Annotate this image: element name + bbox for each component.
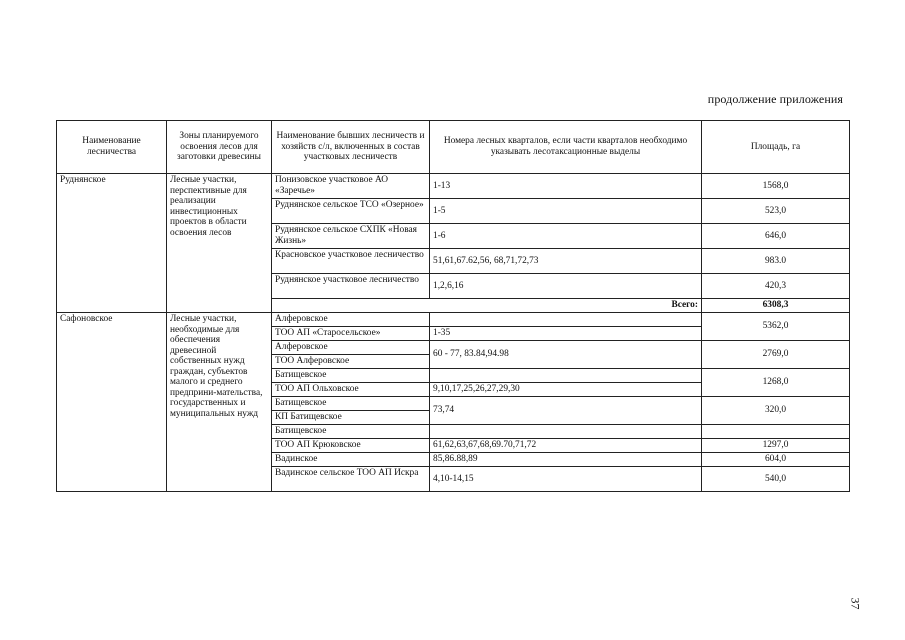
area-cell: 420,3: [702, 274, 850, 299]
forest-plots-table: [56, 120, 850, 492]
unit-cell: Батищевское: [272, 369, 430, 383]
table-header-row: [57, 121, 850, 174]
area-cell: 1268,0: [702, 369, 850, 397]
unit-cell: Алферовское: [272, 313, 430, 327]
area-cell: 646,0: [702, 224, 850, 249]
area-cell: 1297,0: [702, 439, 850, 453]
unit-cell: ТОО Алферовское: [272, 355, 430, 369]
quarters-cell: 1-13: [430, 174, 702, 199]
unit-cell: ТОО АП Ольховское: [272, 383, 430, 397]
unit-cell: ТОО АП «Старосельское»: [272, 327, 430, 341]
header-area: Площадь, га: [702, 121, 850, 174]
area-cell: 320,0: [702, 397, 850, 425]
unit-cell: ТОО АП Крюковское: [272, 439, 430, 453]
quarters-cell: 60 - 77, 83.84,94.98: [430, 341, 702, 369]
zone-cell: Лесные участки, перспективные для реализации инвестиционных проектов в области освоения лесов: [167, 174, 272, 313]
quarters-cell: [430, 425, 702, 439]
area-cell: 1568,0: [702, 174, 850, 199]
quarters-cell: 1-6: [430, 224, 702, 249]
area-cell: 523,0: [702, 199, 850, 224]
unit-cell: Руднянское участковое лесничество: [272, 274, 430, 299]
quarters-cell: 9,10,17,25,26,27,29,30: [430, 383, 702, 397]
area-cell: 5362,0: [702, 313, 850, 341]
continuation-label: продолжение приложения: [707, 92, 843, 106]
unit-cell: Батищевское: [272, 397, 430, 411]
unit-cell: Руднянское сельское ТСО «Озерное»: [272, 199, 430, 224]
unit-cell: Алферовское: [272, 341, 430, 355]
unit-cell: Руднянское сельское СХПК «Новая Жизнь»: [272, 224, 430, 249]
quarters-cell: 1-5: [430, 199, 702, 224]
quarters-cell: 1,2,6,16: [430, 274, 702, 299]
quarters-cell: 73,74: [430, 397, 702, 425]
total-value: 6308,3: [702, 299, 850, 313]
unit-cell: Батищевское: [272, 425, 430, 439]
zone-cell: Лесные участки, необходимые для обеспечения древесиной собственных нужд граждан, субъектов малого и среднего предприни-мательства, государственных и муниципальных нужд: [167, 313, 272, 492]
quarters-cell: 1-35: [430, 327, 702, 341]
unit-cell: Вадинское: [272, 453, 430, 467]
unit-cell: Вадинское сельское ТОО АП Искра: [272, 467, 430, 492]
header-forestry: Наименование лесничества: [57, 121, 167, 174]
total-label: Всего:: [272, 299, 702, 313]
quarters-cell: 4,10-14,15: [430, 467, 702, 492]
unit-cell: КП Батищевское: [272, 411, 430, 425]
header-quarters: Номера лесных кварталов, если части кварталов необходимо указывать лесотаксационные выделы: [430, 121, 702, 174]
quarters-cell: 85,86.88,89: [430, 453, 702, 467]
area-cell: 983.0: [702, 249, 850, 274]
unit-cell: Красновское участковое лесничество: [272, 249, 430, 274]
area-cell: 2769,0: [702, 341, 850, 369]
area-cell: 540,0: [702, 467, 850, 492]
quarters-cell: 51,61,67.62,56, 68,71,72,73: [430, 249, 702, 274]
header-unit: Наименование бывших лесничеств и хозяйств с/л, включенных в состав участковых лесничеств: [272, 121, 430, 174]
forestry-cell: Руднянское: [57, 174, 167, 313]
unit-cell: Понизовское участковое АО «Заречье»: [272, 174, 430, 199]
page-number: 37: [848, 597, 863, 610]
header-zone: Зоны планируемого освоения лесов для заготовки древесины: [167, 121, 272, 174]
table-row: [57, 174, 850, 199]
quarters-cell: [430, 313, 702, 327]
area-cell: 604,0: [702, 453, 850, 467]
quarters-cell: 61,62,63,67,68,69.70,71,72: [430, 439, 702, 453]
area-cell: [702, 425, 850, 439]
table-row: [57, 313, 850, 327]
quarters-cell: [430, 369, 702, 383]
forestry-cell: Сафоновское: [57, 313, 167, 492]
